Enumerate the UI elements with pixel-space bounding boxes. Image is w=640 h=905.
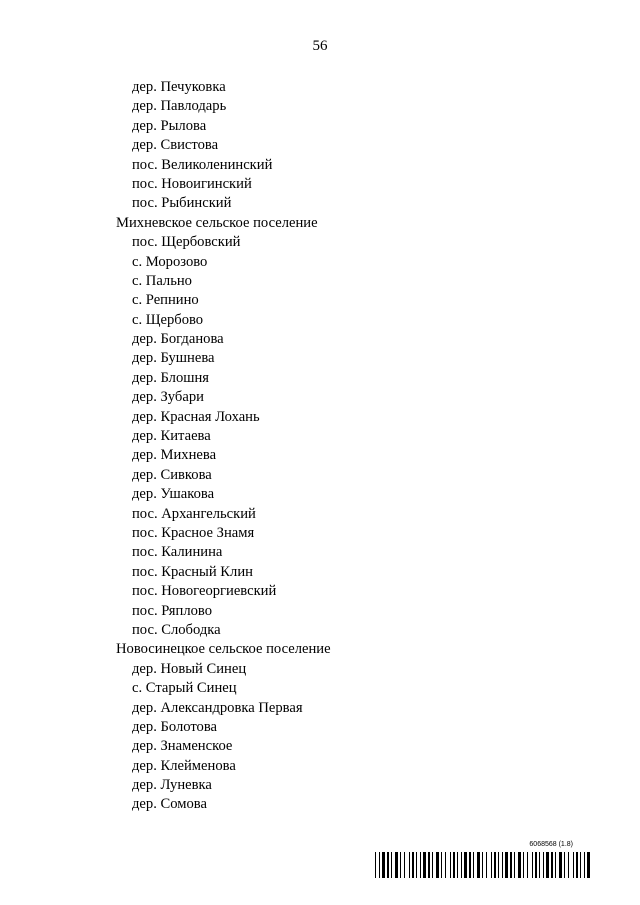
barcode-bar xyxy=(436,852,439,878)
settlement-item: дер. Сивкова xyxy=(132,466,212,483)
settlement-item: с. Старый Синец xyxy=(132,680,237,697)
barcode-bar xyxy=(580,852,581,878)
barcode-bar xyxy=(400,852,401,878)
barcode-bar xyxy=(518,852,521,878)
barcode-bar xyxy=(568,852,569,878)
barcode-bar xyxy=(375,852,376,878)
barcode-bar xyxy=(494,852,496,878)
settlement-item: дер. Сомова xyxy=(132,796,207,813)
barcode-bar xyxy=(587,852,590,878)
barcode-bar xyxy=(453,852,455,878)
barcode-bar xyxy=(491,852,492,878)
barcode-bar xyxy=(523,852,524,878)
barcode-bar xyxy=(469,852,471,878)
section-heading: Новосинецкое сельское поселение xyxy=(116,641,331,658)
settlement-item: дер. Бушнева xyxy=(132,350,215,367)
barcode-bar xyxy=(387,852,389,878)
barcode-bar xyxy=(543,852,544,878)
barcode-bar xyxy=(432,852,433,878)
barcode-bar xyxy=(510,852,512,878)
settlement-item: пос. Ряплово xyxy=(132,602,212,619)
settlement-item: дер. Болотова xyxy=(132,718,218,735)
barcode-bar xyxy=(527,852,528,878)
settlement-item: с. Щербово xyxy=(132,311,204,328)
settlement-item: пос. Красный Клин xyxy=(132,563,253,580)
settlement-item: дер. Новый Синец xyxy=(132,660,247,677)
settlement-item: пос. Новогеоргиевский xyxy=(132,583,277,600)
settlement-item: дер. Красная Лохань xyxy=(132,408,260,425)
barcode-bar xyxy=(576,852,578,878)
settlement-item: дер. Клейменова xyxy=(132,757,236,774)
settlement-item: дер. Михнева xyxy=(132,447,217,464)
settlement-item: дер. Печуковка xyxy=(132,79,226,95)
barcode-bar xyxy=(551,852,553,878)
barcode-caption: 6068568 (1.8) xyxy=(529,841,573,848)
settlement-item: дер. Рылова xyxy=(132,117,207,134)
barcode-bar xyxy=(412,852,414,878)
settlement-item: дер. Блошня xyxy=(132,369,210,386)
barcode-bar xyxy=(532,852,533,878)
settlement-item: с. Репнино xyxy=(132,292,199,309)
barcode-image xyxy=(375,852,593,878)
section-heading: Михневское сельское поселение xyxy=(116,214,318,231)
settlement-item: с. Пально xyxy=(132,272,192,289)
barcode-bar xyxy=(391,852,392,878)
settlement-item: дер. Свистова xyxy=(132,137,219,154)
settlement-item: дер. Александровка Первая xyxy=(132,699,303,716)
barcode-bar xyxy=(382,852,385,878)
settlement-item: дер. Павлодарь xyxy=(132,98,227,115)
settlement-item: дер. Богданова xyxy=(132,331,224,348)
settlement-list xyxy=(0,78,640,815)
settlement-item: пос. Слободка xyxy=(132,621,221,638)
barcode-bar xyxy=(555,852,556,878)
barcode-bar xyxy=(445,852,446,878)
barcode-bar xyxy=(404,852,405,878)
barcode-bar xyxy=(573,852,574,878)
settlement-item: пос. Архангельский xyxy=(132,505,256,522)
page-number: 56 xyxy=(312,38,328,54)
barcode-bar xyxy=(546,852,549,878)
barcode-bar xyxy=(502,852,503,878)
settlement-item: пос. Новоигинский xyxy=(132,175,252,192)
barcode-bar xyxy=(535,852,537,878)
barcode-bar xyxy=(564,852,565,878)
settlement-item: пос. Рыбинский xyxy=(132,195,232,212)
settlement-item: дер. Знаменское xyxy=(132,738,233,755)
barcode-bar xyxy=(539,852,540,878)
barcode-bar xyxy=(416,852,417,878)
barcode-bar xyxy=(473,852,474,878)
barcode-bar xyxy=(450,852,451,878)
barcode-bar xyxy=(464,852,467,878)
barcode-bar xyxy=(477,852,480,878)
barcode-bar xyxy=(423,852,426,878)
barcode-bar xyxy=(482,852,483,878)
barcode-bar xyxy=(498,852,499,878)
document-barcode xyxy=(375,841,593,879)
settlement-item: дер. Китаева xyxy=(132,428,211,445)
barcode-bar xyxy=(428,852,430,878)
settlement-item: пос. Щербовский xyxy=(132,234,241,251)
barcode-bar xyxy=(379,852,380,878)
settlement-item: дер. Луневка xyxy=(132,777,212,794)
settlement-item: с. Морозово xyxy=(132,253,208,270)
barcode-bar xyxy=(409,852,410,878)
barcode-bar xyxy=(505,852,508,878)
settlement-item: пос. Красное Знамя xyxy=(132,524,255,541)
barcode-bar xyxy=(395,852,398,878)
barcode-bar xyxy=(514,852,515,878)
barcode-bar xyxy=(420,852,421,878)
barcode-bar xyxy=(486,852,487,878)
barcode-bar xyxy=(584,852,585,878)
settlement-item: пос. Великоленинский xyxy=(132,156,273,173)
settlement-item: дер. Зубари xyxy=(132,389,204,406)
barcode-bar xyxy=(461,852,462,878)
barcode-bar xyxy=(441,852,442,878)
barcode-bar xyxy=(559,852,562,878)
settlement-item: дер. Ушакова xyxy=(132,486,215,503)
barcode-bar xyxy=(457,852,458,878)
settlement-item: пос. Калинина xyxy=(132,544,223,561)
